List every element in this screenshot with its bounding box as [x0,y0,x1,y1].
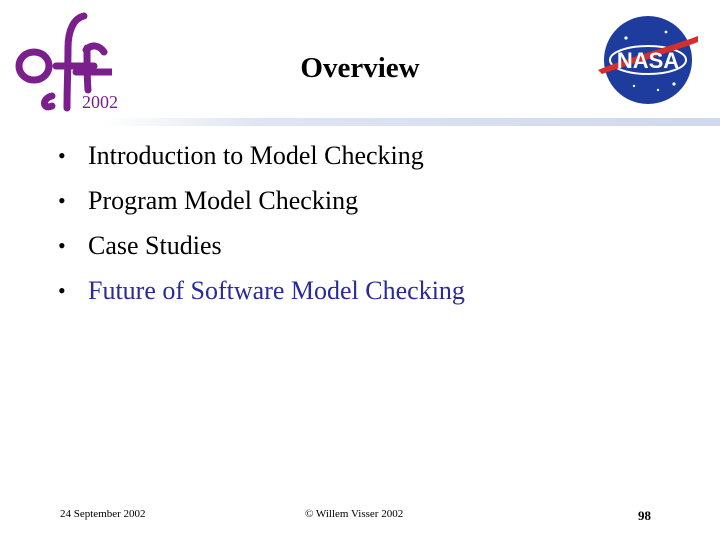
bullet-marker: • [58,277,66,303]
bullet-text: Case Studies [88,230,222,260]
nasa-logo-text: NASA [616,48,680,73]
slide-title: Overview [300,52,420,84]
bullet-item [58,223,465,268]
bullet-item [58,133,465,178]
bullet-item [58,178,465,223]
bullet-text: Introduction to Model Checking [88,140,424,170]
footer-copyright: © Willem Visser 2002 [305,508,404,520]
logo-year: 2002 [82,92,118,112]
footer-date: 24 September 2002 [60,508,146,520]
bullet-text: Program Model Checking [88,185,359,215]
header-divider [100,118,720,126]
nasa-meatball-logo [596,14,700,106]
page-number: 98 [638,508,651,523]
bullet-marker: • [58,142,66,168]
bullet-marker: • [58,232,66,258]
bullet-marker: • [58,187,66,213]
bullet-item [58,268,465,313]
bullet-text: Future of Software Model Checking [88,275,465,305]
bullet-list [58,133,465,313]
